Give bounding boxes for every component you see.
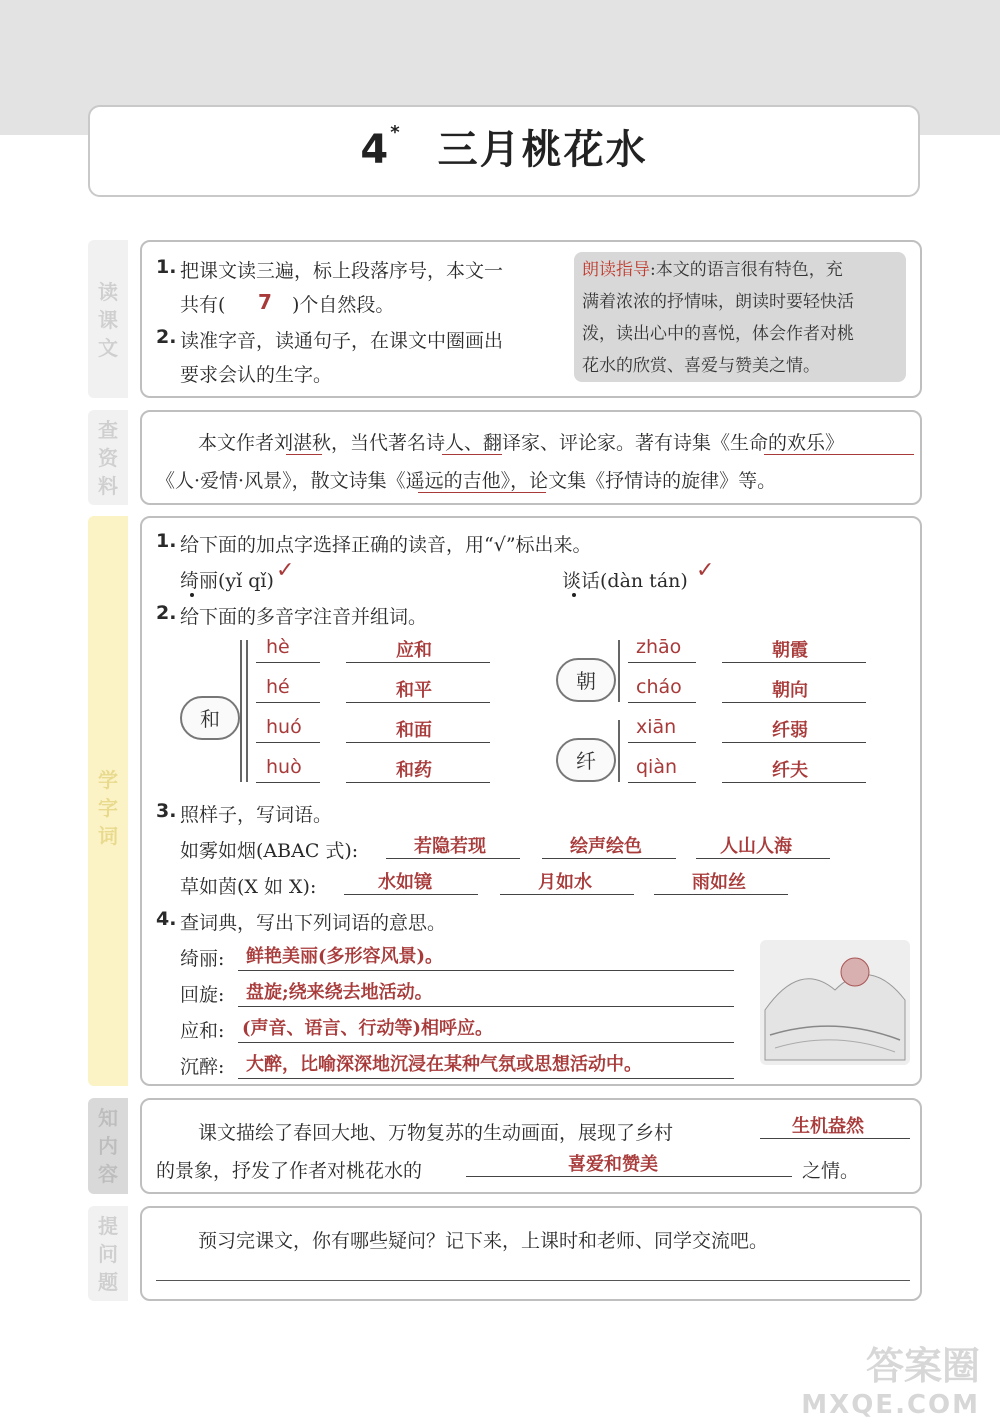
tab-char: 课 <box>98 308 118 332</box>
watermark <box>801 1335 980 1420</box>
words-q1-text: 给下面的加点字选择正确的读音，用“√”标出来。 <box>180 534 592 556</box>
tab-read-label <box>88 278 128 362</box>
watermark-line2: MXQE.COM <box>801 1390 980 1420</box>
read-q1-line2-post: )个自然段。 <box>292 294 395 316</box>
line-word-xian-2 <box>722 782 866 783</box>
guide-line-1: :本文的语言很有特色，充 <box>650 260 843 280</box>
tab-question <box>88 1206 128 1301</box>
section-material <box>140 410 922 505</box>
q4-meaning-2: 盘旋;绕来绕去地活动。 <box>246 982 433 1003</box>
word-he-3: 和面 <box>396 720 432 741</box>
q4-term-2: 回旋: <box>180 984 225 1006</box>
word-xian-2: 纤夫 <box>772 760 808 781</box>
read-q2-line1: 读准字音，读通句子，在课文中圈画出 <box>180 330 504 352</box>
word-zhao-2: 朝向 <box>772 680 808 701</box>
guide-label: 朗读指导 <box>582 260 650 280</box>
q3-row2-line-3 <box>654 894 788 895</box>
py-xian-1: xiān <box>636 716 677 738</box>
q3-row2-answer-3: 雨如丝 <box>692 872 746 893</box>
bracket-xian <box>618 720 620 782</box>
py-he-4: huò <box>266 756 302 778</box>
word-he-1: 应和 <box>396 640 432 661</box>
words-q2-number: 2. <box>156 602 177 624</box>
py-he-3: huó <box>266 716 302 738</box>
q3-row2-answer-2: 月如水 <box>538 872 592 893</box>
q4-line-1 <box>238 970 734 971</box>
q3-row1-answer-3: 人山人海 <box>720 836 792 857</box>
reading-guide-note <box>574 252 906 382</box>
tab-char: 学 <box>98 768 118 792</box>
q4-meaning-3: (声音、语言、行动等)相呼应。 <box>242 1018 494 1039</box>
read-q2-line2: 要求会认的生字。 <box>180 364 333 386</box>
line-word-zhao-2 <box>722 702 866 703</box>
underline-poet <box>442 454 502 455</box>
py-zhao-2: cháo <box>636 676 682 698</box>
line-word-he-4 <box>346 782 490 783</box>
knowledge-answer2: 喜爱和赞美 <box>568 1154 658 1175</box>
tab-char: 字 <box>98 796 118 820</box>
words-q4-number: 4. <box>156 908 177 930</box>
read-q2-number: 2. <box>156 326 177 348</box>
guide-line-4: 花水的欣赏、喜爱与赞美之情。 <box>582 356 820 376</box>
tab-words-label <box>88 766 128 850</box>
line-word-xian-1 <box>722 742 866 743</box>
section-knowledge <box>140 1098 922 1194</box>
section-question <box>140 1206 922 1301</box>
words-q4-text: 查词典，写出下列词语的意思。 <box>180 912 447 934</box>
q3-row1-label: 如雾如烟(ABAC 式): <box>180 840 359 862</box>
line-py-he-4 <box>256 782 320 783</box>
line-word-he-3 <box>346 742 490 743</box>
q3-row2-answer-1: 水如镜 <box>378 872 432 893</box>
lesson-number: 4 <box>360 127 391 173</box>
check-mark-2: ✓ <box>696 558 715 583</box>
emphasis-dot-2 <box>572 593 576 597</box>
py-he-1: hè <box>266 636 290 658</box>
q4-meaning-1: 鲜艳美丽(多形容风景)。 <box>246 946 444 967</box>
poly-char-zhao: 朝 <box>556 658 616 702</box>
landscape-illustration <box>760 940 910 1065</box>
knowledge-line2-post: 之情。 <box>802 1160 860 1182</box>
bracket-he-inner <box>246 640 248 782</box>
line-py-zhao-2 <box>628 702 696 703</box>
guide-line-3: 泼，读出心中的喜悦，体会作者对桃 <box>582 324 854 344</box>
line-py-xian-1 <box>628 742 696 743</box>
line-word-he-1 <box>346 662 490 663</box>
underline-book1 <box>764 454 914 455</box>
line-py-xian-2 <box>628 782 696 783</box>
py-zhao-1: zhāo <box>636 636 682 658</box>
words-q1-item2: 谈话(dàn tán) <box>562 570 688 592</box>
poly-char-xian: 纤 <box>556 738 616 782</box>
q3-row1-answer-2: 绘声绘色 <box>570 836 642 857</box>
bracket-zhao <box>618 640 620 702</box>
q3-row2-line-2 <box>500 894 634 895</box>
q3-row1-line-2 <box>542 858 676 859</box>
line-word-he-2 <box>346 702 490 703</box>
q4-term-3: 应和: <box>180 1020 225 1042</box>
tab-char: 容 <box>98 1162 118 1186</box>
line-py-he-2 <box>256 702 320 703</box>
q3-row1-line-1 <box>386 858 520 859</box>
question-answer-line <box>156 1280 910 1281</box>
read-q1-line1: 把课文读三遍，标上段落序号，本文一 <box>180 260 504 282</box>
knowledge-answer1: 生机盎然 <box>792 1116 864 1137</box>
word-he-4: 和药 <box>396 760 432 781</box>
lesson-title-text: 三月桃花水 <box>437 127 648 173</box>
tab-char: 文 <box>98 336 118 360</box>
line-word-zhao-1 <box>722 662 866 663</box>
knowledge-line-2 <box>466 1176 792 1177</box>
check-mark-1: ✓ <box>276 558 295 583</box>
read-q1-number: 1. <box>156 256 177 278</box>
word-xian-1: 纤弱 <box>772 720 808 741</box>
tab-material-label <box>88 416 128 500</box>
material-line1: 本文作者刘湛秋，当代著名诗人、翻译家、评论家。著有诗集《生命的欢乐》 <box>198 432 845 454</box>
tab-char: 问 <box>98 1242 118 1266</box>
tab-char: 知 <box>98 1106 118 1130</box>
emphasis-dot-1 <box>190 593 194 597</box>
word-zhao-1: 朝霞 <box>772 640 808 661</box>
words-q3-text: 照样子，写词语。 <box>180 804 333 826</box>
q4-line-3 <box>238 1042 734 1043</box>
lesson-title <box>88 118 920 175</box>
words-q1-item1: 绮丽(yǐ qǐ) <box>180 570 274 592</box>
py-he-2: hé <box>266 676 290 698</box>
tab-char: 词 <box>98 824 118 848</box>
q4-meaning-4: 大醉，比喻深深地沉浸在某种气氛或思想活动中。 <box>246 1054 642 1075</box>
tab-material <box>88 410 128 505</box>
q4-line-2 <box>238 1006 734 1007</box>
guide-line-2: 满着浓浓的抒情味，朗读时要轻快活 <box>582 292 854 312</box>
q3-row2-label: 草如茵(X 如 X): <box>180 876 317 898</box>
words-q3-number: 3. <box>156 800 177 822</box>
knowledge-line1: 课文描绘了春回大地、万物复苏的生动画面，展现了乡村 <box>198 1122 674 1144</box>
tab-char: 读 <box>98 280 118 304</box>
q3-row1-answer-1: 若隐若现 <box>414 836 486 857</box>
q4-line-4 <box>238 1078 734 1079</box>
tab-read <box>88 240 128 398</box>
word-he-2: 和平 <box>396 680 432 701</box>
words-q1-number: 1. <box>156 530 177 552</box>
lesson-mark: * <box>390 122 402 143</box>
words-q2-text: 给下面的多音字注音并组词。 <box>180 606 428 628</box>
line-py-zhao-1 <box>628 662 696 663</box>
landscape-sketch <box>760 940 910 1065</box>
underline-book2 <box>418 492 546 493</box>
line-py-he-1 <box>256 662 320 663</box>
tab-char: 料 <box>98 474 118 498</box>
question-text: 预习完课文，你有哪些疑问？记下来，上课时和老师、同学交流吧。 <box>198 1230 769 1252</box>
knowledge-line-1 <box>760 1138 910 1139</box>
q3-row1-line-3 <box>696 858 830 859</box>
tab-char: 内 <box>98 1134 118 1158</box>
tab-question-label <box>88 1212 128 1296</box>
line-py-he-3 <box>256 742 320 743</box>
tab-knowledge <box>88 1098 128 1194</box>
poly-char-he: 和 <box>180 696 240 740</box>
underline-author <box>286 454 322 455</box>
read-q1-answer: 7 <box>258 290 272 314</box>
q4-term-1: 绮丽: <box>180 948 225 970</box>
tab-char: 提 <box>98 1214 118 1238</box>
q3-row2-line-1 <box>344 894 478 895</box>
material-line2: 《人·爱情·风景》，散文诗集《遥远的吉他》，论文集《抒情诗的旋律》等。 <box>156 470 777 492</box>
tab-char: 资 <box>98 446 118 470</box>
tab-char: 题 <box>98 1270 118 1294</box>
q4-term-4: 沉醉: <box>180 1056 225 1078</box>
tab-knowledge-label <box>88 1104 128 1188</box>
read-q1-line2-pre: 共有( <box>180 294 226 316</box>
py-xian-2: qiàn <box>636 756 678 778</box>
knowledge-line2-pre: 的景象，抒发了作者对桃花水的 <box>156 1160 423 1182</box>
watermark-line1: 答案圈 <box>865 1344 980 1388</box>
tab-char: 查 <box>98 418 118 442</box>
bracket-he <box>240 640 242 782</box>
tab-words <box>88 516 128 1086</box>
